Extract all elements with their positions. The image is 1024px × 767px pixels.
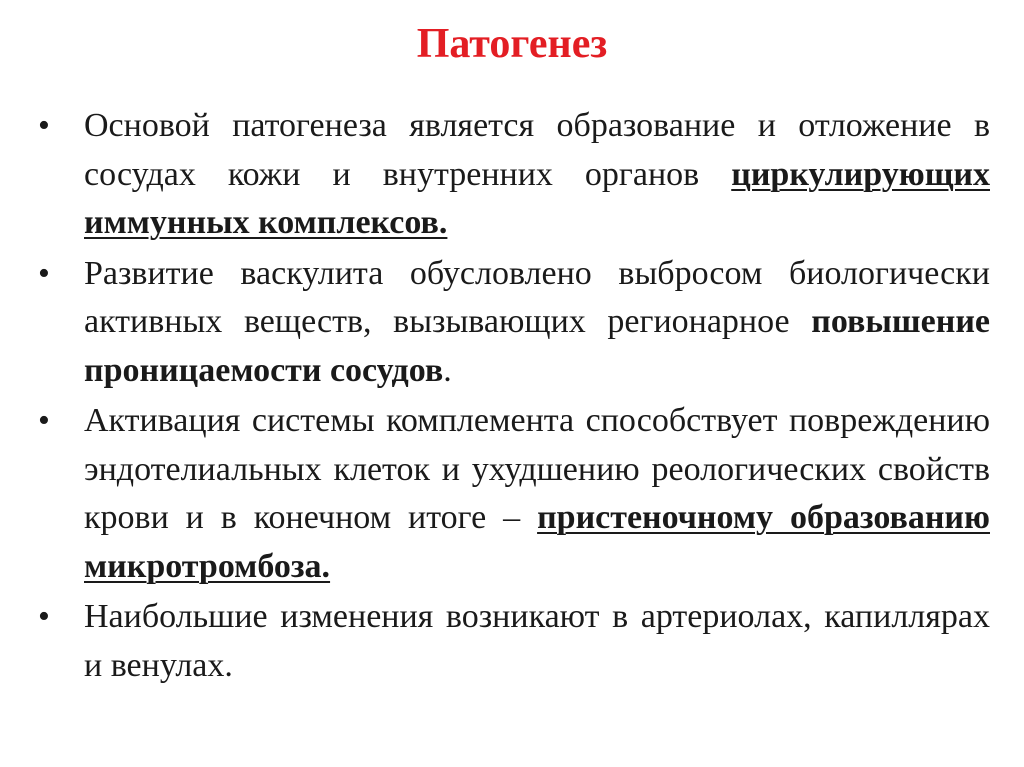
slide-title: Патогенез xyxy=(416,21,608,67)
bullet-list xyxy=(38,102,990,692)
bullet-icon: • xyxy=(38,107,50,144)
bullet-icon: • xyxy=(38,402,50,439)
bullet-item-complement-activation xyxy=(38,397,990,591)
bullet-item-vasculitis-development xyxy=(38,250,990,396)
bullet-emphasis: пристеночному образованию микротромбоза. xyxy=(84,499,990,585)
bullet-icon: • xyxy=(38,598,50,635)
bullet-text: Основой патогенеза является образование и отложение в сосудах кожи и внутренних органов xyxy=(84,107,990,193)
bullet-item-largest-changes xyxy=(38,593,990,690)
bullet-icon: • xyxy=(38,254,50,292)
bullet-text-end: . xyxy=(443,351,452,389)
bullet-text: Наибольшие изменения возникают в артериолах, капиллярах и венулах. xyxy=(84,598,990,684)
bullet-item-pathogenesis-basis xyxy=(38,102,990,248)
bullet-text: Активация системы комплемента способствует повреждению эндотелиальных клеток и ухудшению реологических свойств крови и в конечном итоге – xyxy=(84,402,990,536)
bullet-text: Развитие васкулита обусловлено выбросом биологически активных веществ, вызывающих регионарное xyxy=(84,254,990,340)
bullet-emphasis: циркулирующих иммунных комплексов. xyxy=(84,155,990,241)
bullet-emphasis: повышение проницаемости сосудов xyxy=(84,303,990,389)
